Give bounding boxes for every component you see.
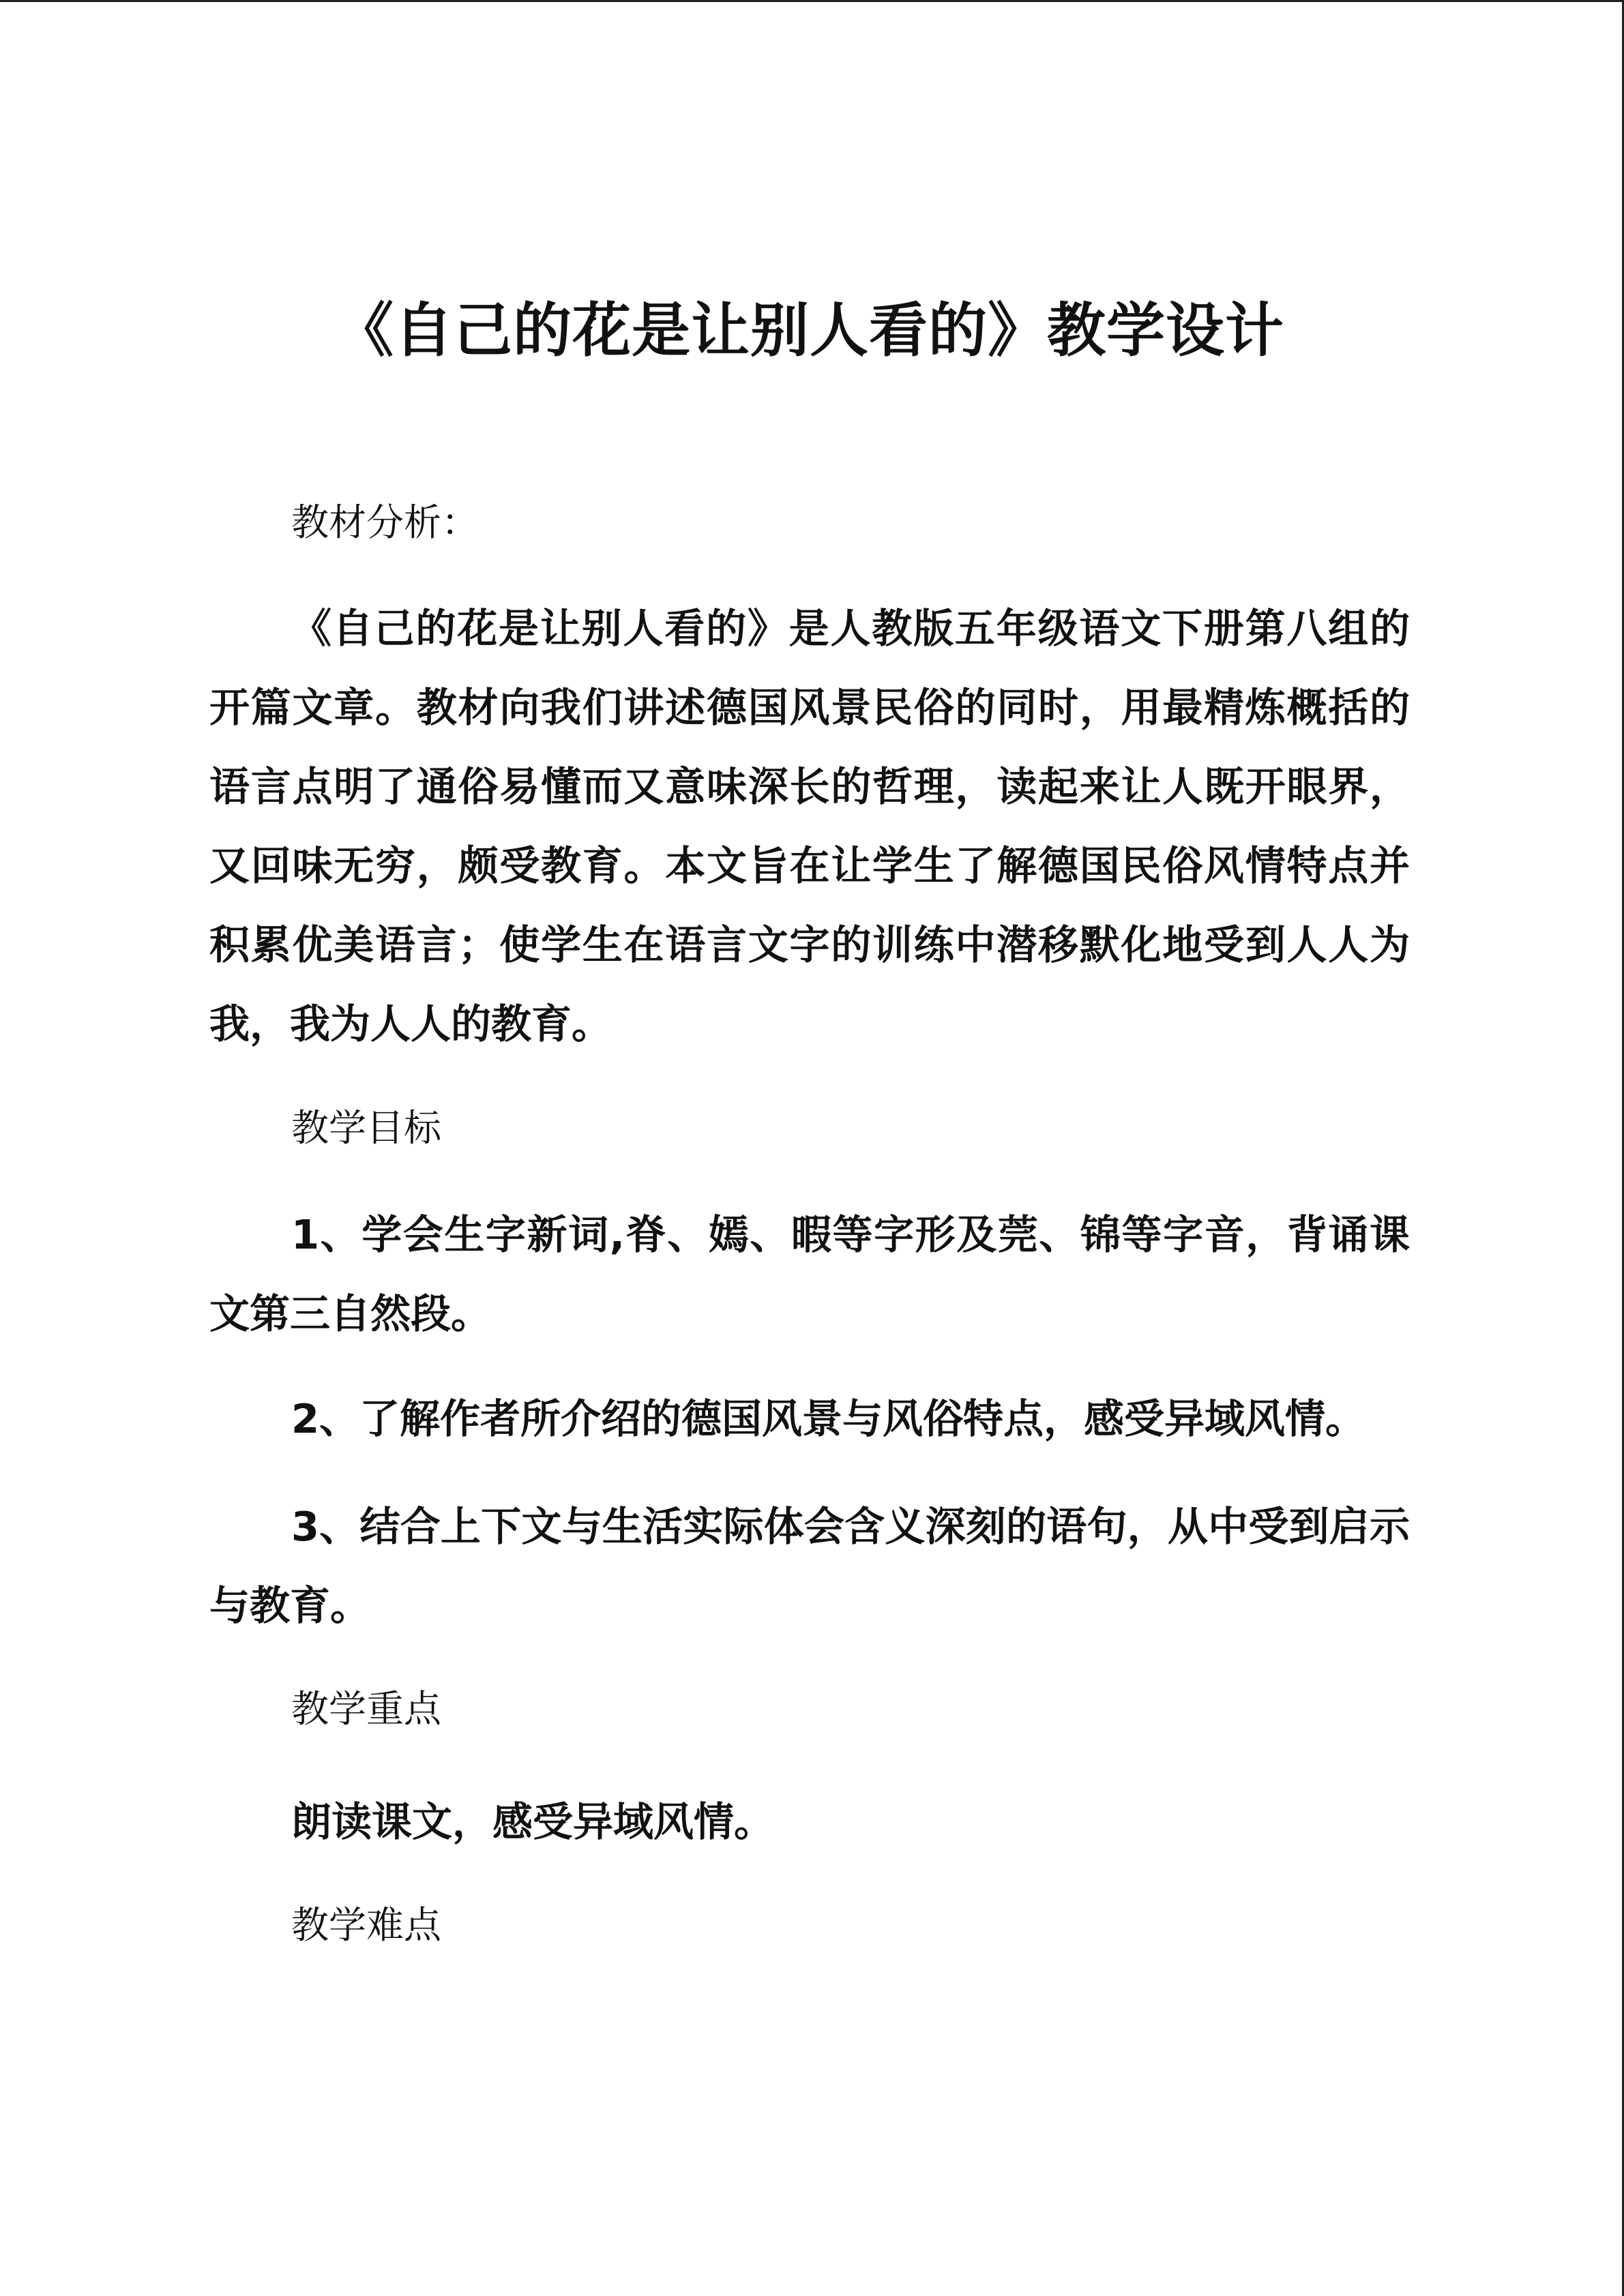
goal-1: 1、学会生字新词,脊、嫣、暇等字形及莞、锦等字音，背诵课文第三自然段。 (209, 1211, 1410, 1337)
key-points-heading: 教学重点 (291, 1687, 442, 1731)
difficulty-heading: 教学难点 (291, 1903, 442, 1947)
page-title: 《自己的花是让别人看的》教学设计 (335, 297, 1284, 365)
key-points-text: 朗读课文，感受异域风情。 (291, 1798, 775, 1845)
goal-2: 2、了解作者所介绍的德国风景与风俗特点，感受异域风情。 (291, 1395, 1366, 1442)
analysis-heading: 教材分析： (291, 501, 479, 544)
page-border-top (0, 0, 1624, 2)
analysis-paragraph: 《自己的花是让别人看的》是人教版五年级语文下册第八组的开篇文章。教材向我们讲述德国风景民俗的同时，用最精炼概括的语言点明了通俗易懂而又意味深长的哲理，读起来让人既开眼界，又回味无穷，颇受教育。本文旨在让学生了解德国民俗风情特点并积累优美语言；使学生在语言文字的训练中潜移默化地受到人人为我，我为人人的教育。 (209, 605, 1410, 1047)
goals-heading: 教学目标 (291, 1106, 442, 1150)
goal-3: 3、结合上下文与生活实际体会含义深刻的语句，从中受到启示与教育。 (209, 1503, 1410, 1629)
